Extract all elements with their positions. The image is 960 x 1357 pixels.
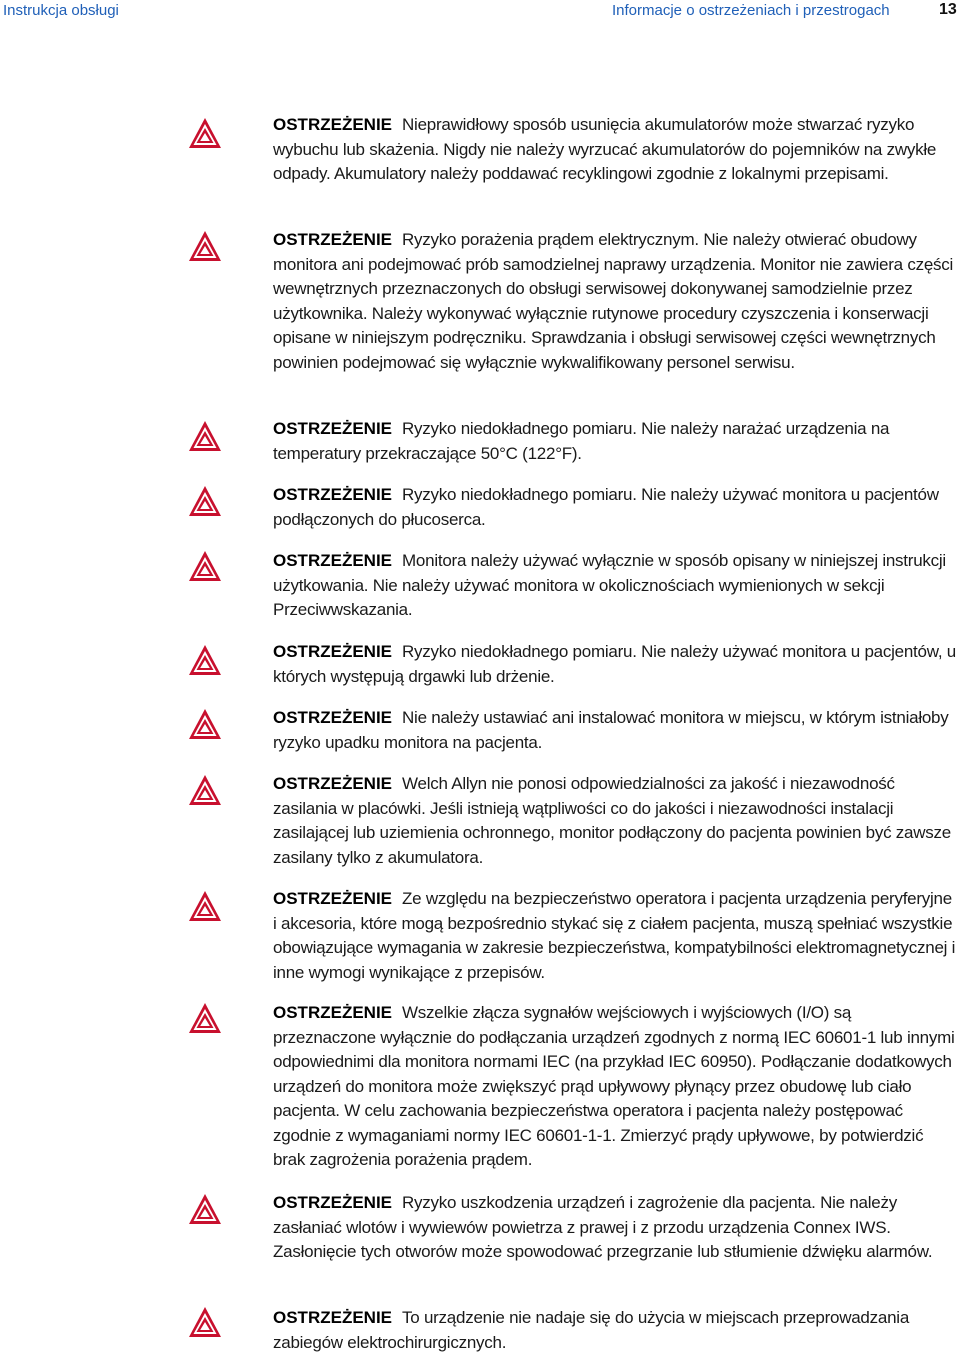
warning-keyword: OSTRZEŻENIE <box>273 1193 393 1212</box>
warning-text: Ryzyko porażenia prądem elektrycznym. Nie należy otwierać obudowy monitora ani podejmować prób samodzielnej naprawy urządzenia. Monitor nie zawiera części wewnętrznych przeznaczonych do obsługi serwisowej dokonywanej samodzielnie przez użytkownika. Należy wykonywać wyłącznie rutynowe procedury czyszczenia i konserwacji opisane w niniejszym podręczniku. Sprawdzania i obsługi serwisowej części wewnętrznych powinien podejmować się wyłącznie wykwalifikowany personel serwisu. <box>273 230 954 372</box>
warning-item <box>273 887 957 985</box>
warning-keyword: OSTRZEŻENIE <box>273 642 393 661</box>
warning-triangle-icon <box>188 890 222 922</box>
warning-item <box>273 640 957 689</box>
warning-item <box>273 706 957 755</box>
warning-triangle-icon <box>188 230 222 262</box>
warning-item <box>273 1001 957 1173</box>
header-section-title: Informacje o ostrzeżeniach i przestrogach <box>612 2 890 19</box>
warning-text: Ryzyko niedokładnego pomiaru. Nie należy narażać urządzenia na temperatury przekraczające 50°C (122°F). <box>273 419 890 463</box>
warning-text: Ze względu na bezpieczeństwo operatora i pacjenta urządzenia peryferyjne i akcesoria, które mogą bezpośrednio stykać się z ciałem pacjenta, muszą spełniać wszystkie obowiązujące wymagania w zakresie bezpieczeństwa, kompatybilności elektromagnetycznej i inne wymogi wynikające z przepisów. <box>273 889 956 982</box>
warning-item <box>273 483 957 532</box>
warning-item <box>273 549 957 623</box>
warning-triangle-icon <box>188 485 222 517</box>
warning-item <box>273 772 957 870</box>
warning-keyword: OSTRZEŻENIE <box>273 889 393 908</box>
warning-keyword: OSTRZEŻENIE <box>273 230 393 249</box>
page-number: 13 <box>939 1 957 18</box>
warning-item <box>273 113 957 187</box>
warning-triangle-icon <box>188 774 222 806</box>
warning-text: Ryzyko niedokładnego pomiaru. Nie należy używać monitora u pacjentów podłączonych do płucoserca. <box>273 485 939 529</box>
warning-keyword: OSTRZEŻENIE <box>273 115 393 134</box>
warning-keyword: OSTRZEŻENIE <box>273 1308 393 1327</box>
warning-triangle-icon <box>188 1002 222 1034</box>
warning-text: To urządzenie nie nadaje się do użycia w miejscach przeprowadzania zabiegów elektrochirurgicznych. <box>273 1308 910 1352</box>
warning-item <box>273 1191 957 1265</box>
warning-item <box>273 1306 957 1355</box>
warning-text: Wszelkie złącza sygnałów wejściowych i wyjściowych (I/O) są przeznaczone wyłącznie do podłączania urządzeń zgodnych z normą IEC 60601-1 lub innymi odpowiednimi dla monitora normami IEC (na przykład IEC 60950). Podłączanie dodatkowych urządzeń do monitora może zwiększyć prąd upływowy płynący przez obudowę lub ciało pacjenta. W celu zachowania bezpieczeństwa operatora i pacjenta należy postępować zgodnie z wymaganiami normy IEC 60601-1-1. Zmierzyć prądy upływowe, by potwierdzić brak zagrożenia porażenia prądem. <box>273 1003 955 1169</box>
warning-triangle-icon <box>188 708 222 740</box>
warning-text: Ryzyko uszkodzenia urządzeń i zagrożenie dla pacjenta. Nie należy zasłaniać wlotów i wywiewów powietrza z prawej i z przodu urządzenia Connex IWS. Zasłonięcie tych otworów może spowodować przegrzanie lub stłumienie dźwięku alarmów. <box>273 1193 933 1261</box>
warning-keyword: OSTRZEŻENIE <box>273 774 393 793</box>
page-header <box>0 0 960 26</box>
warning-item <box>273 417 957 466</box>
header-manual-title: Instrukcja obsługi <box>3 2 119 19</box>
warning-item <box>273 228 957 375</box>
warning-keyword: OSTRZEŻENIE <box>273 551 393 570</box>
warning-keyword: OSTRZEŻENIE <box>273 419 393 438</box>
warning-triangle-icon <box>188 550 222 582</box>
warning-text: Nie należy ustawiać ani instalować monitora w miejscu, w którym istniałoby ryzyko upadku monitora na pacjenta. <box>273 708 949 752</box>
warning-keyword: OSTRZEŻENIE <box>273 1003 393 1022</box>
warning-keyword: OSTRZEŻENIE <box>273 708 393 727</box>
warning-text: Ryzyko niedokładnego pomiaru. Nie należy używać monitora u pacjentów, u których występują drgawki lub drżenie. <box>273 642 956 686</box>
warning-triangle-icon <box>188 420 222 452</box>
warning-triangle-icon <box>188 1306 222 1338</box>
warning-text: Welch Allyn nie ponosi odpowiedzialności za jakość i niezawodność zasilania w placówki. Jeśli istnieją wątpliwości co do jakości i niezawodności instalacji zasilającej lub uziemienia ochronnego, monitor podłączony do pacjenta powinien być zawsze zasilany tylko z akumulatora. <box>273 774 951 867</box>
warning-text: Monitora należy używać wyłącznie w sposób opisany w niniejszej instrukcji użytkowania. Nie należy używać monitora w okolicznościach wymienionych w sekcji Przeciwwskazania. <box>273 551 946 619</box>
warning-triangle-icon <box>188 644 222 676</box>
warning-text: Nieprawidłowy sposób usunięcia akumulatorów może stwarzać ryzyko wybuchu lub skażenia. Nigdy nie należy wyrzucać akumulatorów do pojemników na zwykłe odpady. Akumulatory należy poddawać recyklingowi zgodnie z lokalnymi przepisami. <box>273 115 937 183</box>
warning-keyword: OSTRZEŻENIE <box>273 485 393 504</box>
warning-triangle-icon <box>188 117 222 149</box>
warning-triangle-icon <box>188 1193 222 1225</box>
